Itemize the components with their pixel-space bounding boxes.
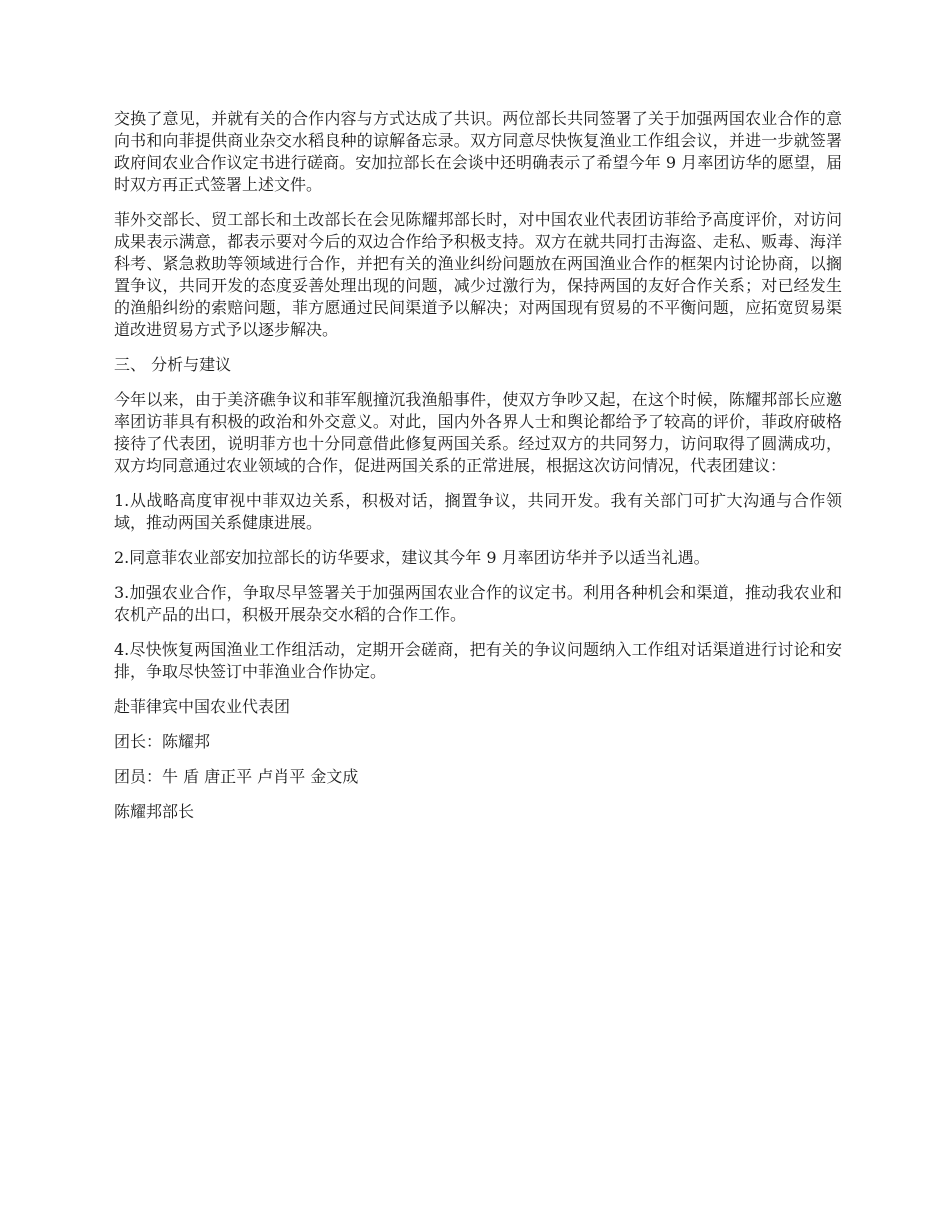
section-heading-analysis: 三、 分析与建议 xyxy=(114,355,232,374)
paragraph-agreement: 交换了意见，并就有关的合作内容与方式达成了共识。两位部长共同签署了关于加强两国农业合作的意向书和向菲提供商业杂交水稻良种的谅解备忘录。双方同意尽快恢复渔业工作组会议，并进一步就签署政府间农业合作议定书进行磋商。安加拉部长在会谈中还明确表示了希望今年 9 月率团访华的愿望，届时双方再正式签署上述文件。 xyxy=(114,109,842,194)
document-page xyxy=(114,108,842,836)
delegation-members: 团员：牛 盾 唐正平 卢肖平 金文成 xyxy=(114,767,359,786)
recommendation-2: 2.同意菲农业部安加拉部长的访华要求，建议其今年 9 月率团访华并予以适当礼遇。 xyxy=(114,548,710,567)
delegation-name: 赴菲律宾中国农业代表团 xyxy=(114,697,291,716)
recommendation-4: 4.尽快恢复两国渔业工作组活动，定期开会磋商，把有关的争议问题纳入工作组对话渠道进行讨论和安排，争取尽快签订中菲渔业合作协定。 xyxy=(114,640,842,681)
paragraph-philippine-ministers: 菲外交部长、贸工部长和土改部长在会见陈耀邦部长时，对中国农业代表团访菲给予高度评价，对访问成果表示满意，都表示要对今后的双边合作给予积极支持。双方在就共同打击海盗、走私、贩毒、海洋科考、紧急救助等领域进行合作，并把有关的渔业纠纷问题放在两国渔业合作的框架内讨论协商，以搁置争议，共同开发的态度妥善处理出现的问题，减少过激行为，保持两国的友好合作关系；对已经发生的渔船纠纷的索赔问题，菲方愿通过民间渠道予以解决；对两国现有贸易的不平衡问题，应拓宽贸易渠道改进贸易方式予以逐步解决。 xyxy=(114,210,842,339)
delegation-leader: 团长：陈耀邦 xyxy=(114,732,211,751)
paragraph-analysis: 今年以来，由于美济礁争议和菲军舰撞沉我渔船事件，使双方争吵又起，在这个时候，陈耀邦部长应邀率团访菲具有积极的政治和外交意义。对此，国内外各界人士和舆论都给予了较高的评价，菲政府破格接待了代表团，说明菲方也十分同意借此修复两国关系。经过双方的共同努力，访问取得了圆满成功，双方均同意通过农业领域的合作，促进两国关系的正常进展，根据这次访问情况，代表团建议： xyxy=(114,390,842,475)
recommendation-3: 3.加强农业合作，争取尽早签署关于加强两国农业合作的议定书。利用各种机会和渠道，推动我农业和农机产品的出口，积极开展杂交水稻的合作工作。 xyxy=(114,583,842,624)
recommendation-1: 1.从战略高度审视中菲双边关系，积极对话，搁置争议，共同开发。我有关部门可扩大沟通与合作领域，推动两国关系健康进展。 xyxy=(114,491,842,532)
signature-line: 陈耀邦部长 xyxy=(114,802,195,821)
